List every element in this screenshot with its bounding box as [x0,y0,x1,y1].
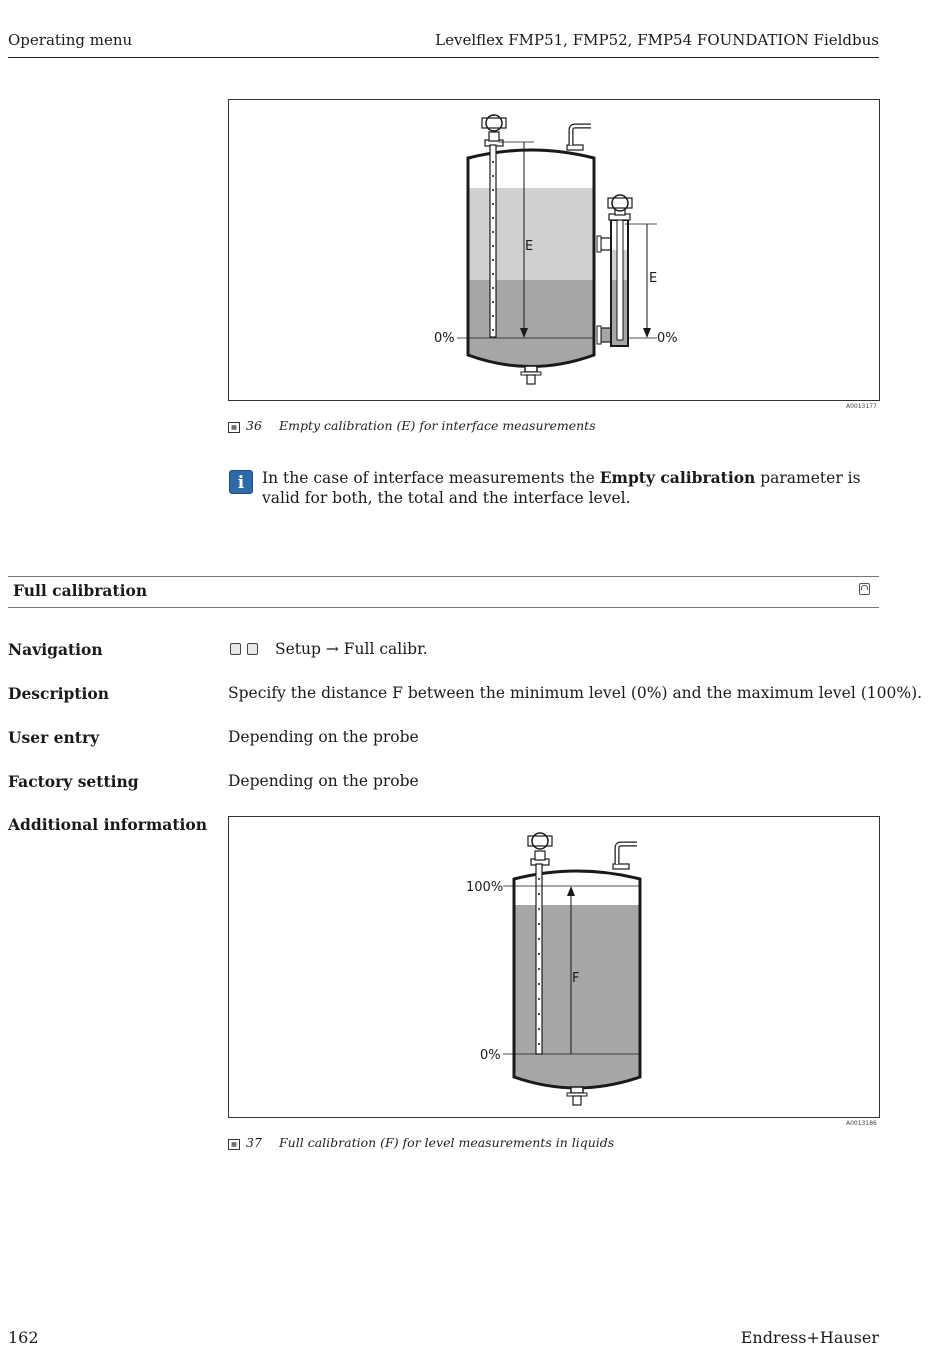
factory-setting-label: Factory setting [8,772,139,791]
section-bottom-rule [8,607,879,608]
brand-name: Endress+Hauser [740,1328,879,1347]
figure-icon: ▦ [228,1139,240,1150]
note-text-after: parameter is valid for both, the total and the interface level. [262,469,861,507]
upper-liquid-layer [464,188,599,280]
navigation-path: Setup → Full calibr. [275,640,428,658]
figure-36-caption [228,418,596,433]
figure-36-drawing [229,100,879,400]
factory-setting-value: Depending on the probe [228,772,419,790]
figure-37-id: A0013186 [846,1120,877,1127]
label-e-bypass: E [649,271,658,286]
navigation-label: Navigation [8,640,103,659]
figure-37 [228,816,880,1118]
section-title: Full calibration [13,581,148,600]
lock-icon [859,583,870,595]
user-entry-value: Depending on the probe [228,728,419,746]
label-zero-left: 0% [434,331,455,346]
figure-icon: ▦ [228,422,240,433]
figure-37-number: 37 [246,1135,262,1150]
figure-36-number: 36 [246,418,262,433]
header-right: Levelflex FMP51, FMP52, FMP54 FOUNDATION Fieldbus [435,31,879,49]
additional-information-label: Additional information [8,815,208,834]
label-e-tank: E [525,239,534,254]
header-left: Operating menu [8,31,133,49]
liquid [509,905,644,1105]
figure-37-drawing [229,817,879,1117]
probe-rod [536,864,542,1054]
figure-37-caption [228,1135,614,1150]
note-text-before: In the case of interface measurements the [262,469,600,487]
section-top-rule [8,576,879,577]
figure-37-caption-text: Full calibration (F) for level measurements in liquids [279,1135,615,1150]
figure-36 [228,99,880,401]
probe-rod [490,145,496,337]
figure-36-caption-text: Empty calibration (E) for interface measurements [279,418,596,433]
label-zero: 0% [480,1048,501,1063]
label-f: F [572,971,580,986]
header-rule [8,57,879,58]
user-entry-label: User entry [8,728,100,747]
note-text-bold: Empty calibration [599,468,756,487]
description-value: Specify the distance F between the minimum level (0%) and the maximum level (100%). [228,684,923,702]
description-label: Description [8,684,110,703]
display-nav-icon [230,643,241,655]
label-zero-right: 0% [657,331,678,346]
figure-36-id: A0013177 [846,403,877,410]
info-icon: i [229,470,253,494]
operating-tool-nav-icon [247,643,258,655]
info-note [262,468,872,508]
label-hundred-percent: 100% [466,880,504,895]
page-number: 162 [8,1328,39,1347]
